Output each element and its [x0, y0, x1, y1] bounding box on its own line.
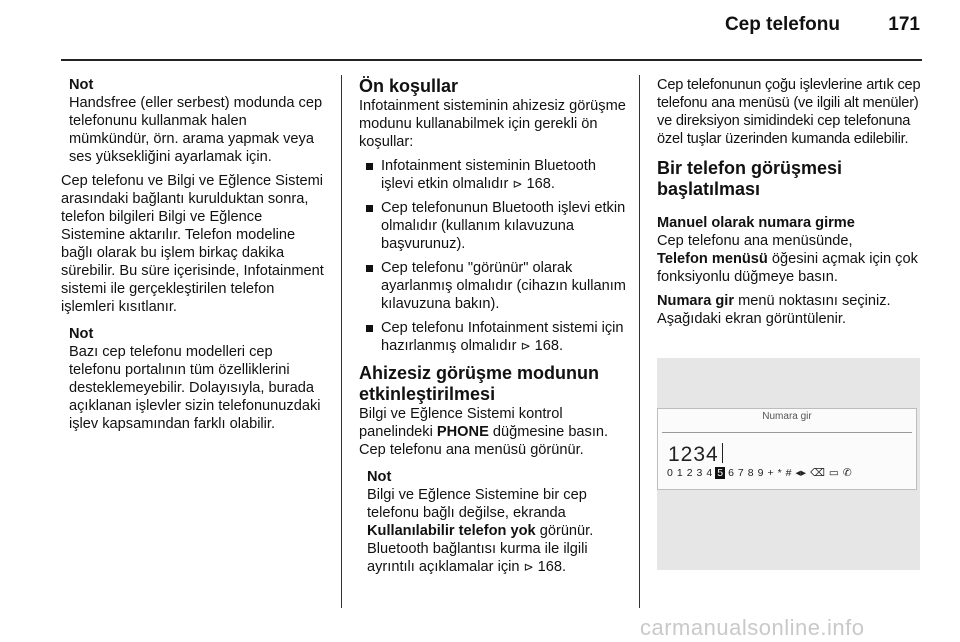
- no-phone-message: Kullanılabilir telefon yok: [367, 523, 536, 539]
- paragraph-phone-menu: [657, 232, 927, 286]
- enter-number-label: Numara gir: [657, 293, 735, 309]
- screen-divider: [662, 432, 912, 433]
- entered-digits: 1234: [668, 443, 719, 466]
- speller-key[interactable]: 6: [728, 467, 734, 479]
- page-ref-arrow-icon: ⊳: [520, 339, 531, 353]
- note-body: Handsfree (eller serbest) modunda cep telefonunu kullanmak halen mümkündür, örn. arama yapmak veya ses yüksekliğini ayarlamak için.: [69, 95, 323, 165]
- paragraph-phone-button: [359, 405, 629, 459]
- speller-key[interactable]: 8: [747, 467, 754, 479]
- speller-key[interactable]: 0: [667, 467, 673, 479]
- page-ref-arrow-icon: ⊳: [523, 560, 534, 574]
- speller-key[interactable]: 3: [696, 467, 703, 479]
- paragraph-intro: Infotainment sisteminin ahizesiz görüşme modunu kullanabilmek için gerekli ön koşullar:: [359, 98, 626, 150]
- list-item: [359, 259, 629, 313]
- prerequisites-list: [359, 157, 629, 355]
- subheading-manual-entry: Manuel olarak numara girme: [657, 215, 855, 231]
- text-run: öğesini açmak için çok fonksiyonlu düğmeye basın.: [657, 251, 918, 285]
- bullet-square-icon: [366, 205, 373, 212]
- bullet-square-icon: [366, 163, 373, 170]
- speller-key[interactable]: +: [767, 467, 774, 479]
- page-ref: 168.: [534, 338, 564, 354]
- text-cursor: [722, 443, 723, 463]
- section-heading-handsfree: Ahizesiz görüşme modunun etkinleştirilmesi: [359, 363, 600, 404]
- speller-key[interactable]: ◂▸: [795, 467, 807, 479]
- phone-button-label: PHONE: [436, 424, 489, 440]
- entered-number: [668, 443, 723, 467]
- text-run: düğmesine basın. Cep telefonu ana menüsü görünür.: [359, 424, 609, 458]
- text-run: Bilgi ve Eğlence Sistemi kontrol panelindeki: [359, 406, 563, 440]
- note-box-2: [61, 325, 327, 433]
- note-body: [367, 486, 629, 576]
- note-body: Bazı cep telefonu modelleri cep telefonu portalının tüm özelliklerini desteklemeyebilir. Dolayısıyla, burada açıklanan işlevler sizin telefonunuzdaki işlev kapsamından farklı olabilir.: [69, 344, 321, 432]
- column-2: [359, 76, 629, 576]
- speller-key[interactable]: #: [785, 467, 792, 479]
- note-box-3: [359, 468, 629, 576]
- list-item: [359, 157, 629, 193]
- page-ref-arrow-icon: ⊳: [512, 177, 523, 191]
- paragraph-phone-functions: Cep telefonunun çoğu işlevlerine artık cep telefonu ana menüsü (ve ilgili alt menüler) ve direksiyon simidindeki cep telefonuna özel tuşlar üzerinden kumanda edilebilir.: [657, 77, 921, 147]
- note-box-1: [61, 76, 327, 166]
- section-heading-start-call: Bir telefon görüşmesi başlatılması: [657, 158, 843, 199]
- digit-speller-row: [666, 467, 855, 479]
- text-run: Bilgi ve Eğlence Sistemine bir cep telefonu bağlı değilse, ekranda: [367, 487, 587, 521]
- paragraph-connection: Cep telefonu ve Bilgi ve Eğlence Sistemi arasındaki bağlantı kurulduktan sonra, telefon bilgileri Bilgi ve Eğlence Sistemine aktarılır. Telefon modeline bağlı olarak bu işlem birkaç dakika sürebilir. Bu süre içerisinde, Infotainment sistemi ile gerçekleştirilen telefon işlemleri kısıtlanır.: [61, 173, 324, 315]
- page-ref: 168.: [526, 176, 555, 192]
- screen-title: Numara gir: [762, 411, 812, 422]
- number-entry-screen: [657, 408, 917, 490]
- column-1: [61, 76, 327, 433]
- bullet-square-icon: [366, 265, 373, 272]
- column-divider-1: [341, 75, 342, 608]
- list-item-text: Cep telefonu Infotainment sistemi için hazırlanmış olmalıdır: [381, 320, 624, 354]
- note-title: Not: [69, 77, 94, 93]
- speller-key[interactable]: 9: [757, 467, 764, 479]
- speller-key[interactable]: 1: [676, 467, 683, 479]
- page-ref: 168.: [537, 559, 567, 575]
- speller-key[interactable]: ▭: [828, 467, 839, 479]
- page-number: 171: [888, 14, 920, 35]
- list-item-text: Cep telefonu "görünür" olarak ayarlanmış olmalıdır (cihazın kullanım kılavuzuna bakın).: [381, 260, 626, 312]
- note-title: Not: [69, 326, 94, 342]
- phone-menu-label: Telefon menüsü: [657, 251, 768, 267]
- text-run: görünür. Bluetooth bağlantısı kurma ile ilgili ayrıntılı açıklamalar için: [367, 523, 594, 575]
- header-rule: [61, 59, 922, 61]
- paragraph-enter-number: [657, 292, 927, 328]
- speller-key[interactable]: *: [777, 467, 782, 479]
- column-3: [657, 76, 927, 328]
- note-title: Not: [367, 469, 392, 485]
- speller-key[interactable]: 5: [717, 467, 724, 479]
- section-heading-prerequisites: Ön koşullar: [359, 76, 459, 96]
- speller-key[interactable]: 4: [706, 467, 713, 479]
- list-item: [359, 319, 629, 355]
- text-run: menü noktasını seçiniz. Aşağıdaki ekran görüntülenir.: [657, 293, 891, 327]
- column-divider-2: [639, 75, 640, 608]
- speller-key[interactable]: 7: [737, 467, 744, 479]
- speller-key[interactable]: 2: [686, 467, 693, 479]
- text-run: Cep telefonu ana menüsünde,: [657, 233, 853, 249]
- speller-key[interactable]: ⌫: [810, 467, 825, 479]
- bullet-square-icon: [366, 325, 373, 332]
- speller-key[interactable]: ✆: [842, 467, 852, 479]
- running-header-title: Cep telefonu: [724, 14, 840, 35]
- list-item-text: Infotainment sisteminin Bluetooth işlevi etkin olmalıdır: [381, 158, 596, 192]
- list-item: [359, 199, 629, 253]
- list-item-text: Cep telefonunun Bluetooth işlevi etkin olmalıdır (kullanım kılavuzuna başvurunuz).: [381, 200, 626, 252]
- watermark: carmanualsonline.info: [640, 615, 865, 640]
